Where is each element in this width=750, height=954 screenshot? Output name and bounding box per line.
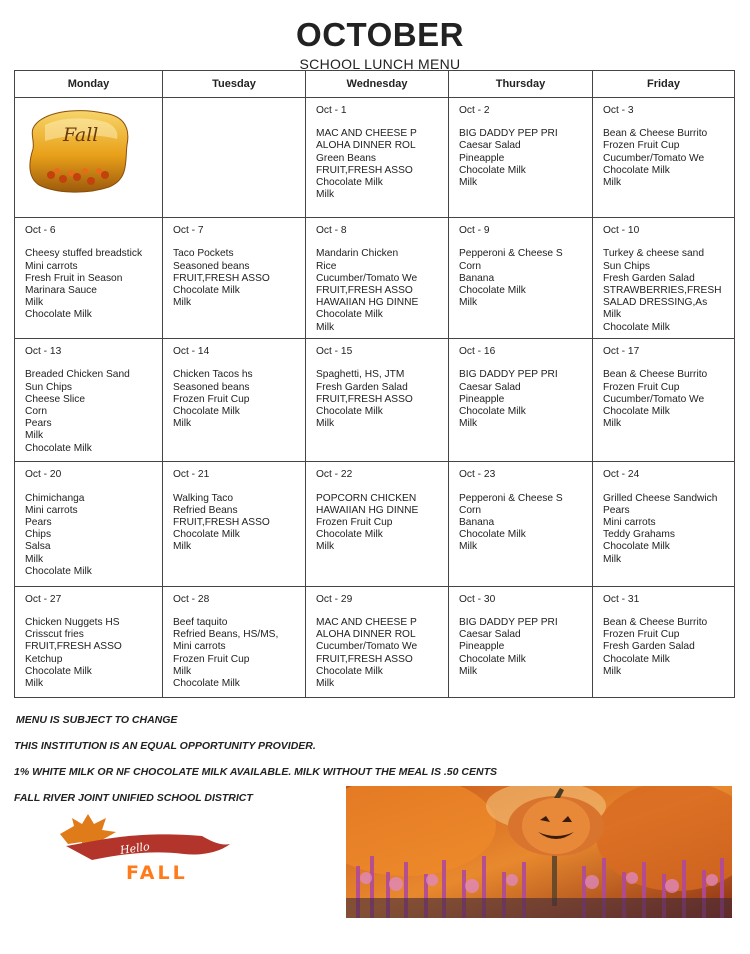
day-cell-tuesday <box>163 339 306 462</box>
menu-item: Mini carrots <box>173 641 226 653</box>
lunch-menu-table <box>14 70 735 698</box>
day-cell-thursday <box>449 339 593 462</box>
menu-item: Green Beans <box>316 152 377 164</box>
menu-item: Milk <box>459 665 478 677</box>
menu-item: Cucumber/Tomato We <box>603 152 705 164</box>
menu-item: Pepperoni & Cheese S <box>459 492 563 504</box>
menu-item: Ketchup <box>25 653 63 665</box>
menu-item: Chocolate Milk <box>25 309 92 321</box>
menu-item: Chocolate Milk <box>173 677 240 689</box>
note-equal-opportunity: THIS INSTITUTION IS AN EQUAL OPPORTUNITY PROVIDER. <box>14 740 316 752</box>
menu-item: Fresh Garden Salad <box>316 381 408 393</box>
menu-item: Banana <box>459 272 495 284</box>
menu-item: Chocolate Milk <box>25 442 92 454</box>
menu-date: Oct - 23 <box>459 469 496 481</box>
fall-sign-icon <box>25 105 137 197</box>
menu-item: Cheese Slice <box>25 393 86 405</box>
day-cell-monday <box>15 586 163 697</box>
menu-item: POPCORN CHICKEN <box>316 492 417 504</box>
menu-item: Milk <box>173 418 192 430</box>
menu-item: Turkey & cheese sand <box>603 248 704 260</box>
menu-date: Oct - 31 <box>603 593 640 605</box>
menu-item: Milk <box>603 309 622 321</box>
menu-item: FRUIT,FRESH ASSO <box>316 285 413 297</box>
week-row <box>15 586 735 697</box>
menu-item: Bean & Cheese Burrito <box>603 616 708 628</box>
pumpkin-photo <box>346 786 732 918</box>
day-cell-friday <box>593 339 735 462</box>
menu-item: Crisscut fries <box>25 629 84 641</box>
day-cell-monday <box>15 98 163 218</box>
menu-item: Milk <box>25 430 44 442</box>
menu-item: MAC AND CHEESE P <box>316 128 417 140</box>
menu-item: Bean & Cheese Burrito <box>603 128 708 140</box>
day-cell-thursday <box>449 586 593 697</box>
menu-item: Fresh Garden Salad <box>603 641 695 653</box>
menu-date: Oct - 13 <box>25 346 62 358</box>
menu-date: Oct - 17 <box>603 346 640 358</box>
menu-item: Chocolate Milk <box>603 164 670 176</box>
menu-date: Oct - 22 <box>316 469 353 481</box>
menu-item: Chips <box>25 529 52 541</box>
menu-item: Bean & Cheese Burrito <box>603 369 708 381</box>
week-row <box>15 98 735 218</box>
day-header-wednesday: Wednesday <box>306 71 449 98</box>
menu-item: Chocolate Milk <box>316 665 383 677</box>
week-row <box>15 218 735 339</box>
day-cell-monday <box>15 218 163 339</box>
menu-date: Oct - 10 <box>603 225 640 237</box>
day-cell-tuesday <box>163 586 306 697</box>
menu-date: Oct - 14 <box>173 346 210 358</box>
day-cell-tuesday <box>163 462 306 586</box>
menu-item: Chocolate Milk <box>459 285 526 297</box>
menu-date: Oct - 1 <box>316 105 347 116</box>
menu-date: Oct - 8 <box>316 225 347 237</box>
menu-item: Milk <box>25 553 44 565</box>
menu-item: Seasoned beans <box>173 260 250 272</box>
menu-item: Milk <box>459 297 478 309</box>
menu-item: Milk <box>459 541 478 553</box>
menu-item: Milk <box>316 677 335 689</box>
menu-item: HAWAIIAN HG DINNE <box>316 504 419 516</box>
menu-item: Milk <box>603 418 622 430</box>
menu-item: Chicken Tacos hs <box>173 369 253 381</box>
menu-item: ALOHA DINNER ROL <box>316 140 416 152</box>
menu-item: Pineapple <box>459 641 505 653</box>
menu-item: Frozen Fruit Cup <box>316 517 393 529</box>
day-cell-wednesday <box>306 98 449 218</box>
menu-item: FRUIT,FRESH ASSO <box>25 641 122 653</box>
menu-item: Milk <box>316 418 335 430</box>
menu-item: Pears <box>25 418 52 430</box>
menu-item: Chocolate Milk <box>25 565 92 577</box>
menu-item: Chocolate Milk <box>603 653 670 665</box>
menu-item: Milk <box>603 665 622 677</box>
menu-item: Frozen Fruit Cup <box>603 629 680 641</box>
menu-date: Oct - 28 <box>173 593 210 605</box>
menu-item: BIG DADDY PEP PRI <box>459 616 558 628</box>
menu-item: Chocolate Milk <box>173 405 240 417</box>
day-cell-wednesday <box>306 339 449 462</box>
menu-item: ALOHA DINNER ROL <box>316 629 416 641</box>
menu-item: Frozen Fruit Cup <box>173 393 250 405</box>
menu-item: Milk <box>173 297 192 309</box>
menu-item: Sun Chips <box>603 260 651 272</box>
menu-item: SALAD DRESSING,As <box>603 297 708 309</box>
menu-item: Marinara Sauce <box>25 285 97 297</box>
menu-date: Oct - 20 <box>25 469 62 481</box>
menu-item: Breaded Chicken Sand <box>25 369 130 381</box>
menu-item: Caesar Salad <box>459 140 521 152</box>
menu-item: FRUIT,FRESH ASSO <box>316 393 413 405</box>
day-cell-thursday <box>449 98 593 218</box>
day-cell-tuesday <box>163 218 306 339</box>
menu-item: Milk <box>459 418 478 430</box>
day-header-thursday: Thursday <box>449 71 593 98</box>
day-header-row <box>15 71 735 98</box>
menu-item: Pears <box>603 504 630 516</box>
page-subtitle: SCHOOL LUNCH MENU <box>299 56 461 72</box>
menu-item: Milk <box>25 677 44 689</box>
menu-item: Mini carrots <box>25 260 78 272</box>
menu-item: Refried Beans, HS/MS, <box>173 629 279 641</box>
day-header-friday: Friday <box>593 71 735 98</box>
menu-item: Chocolate Milk <box>459 405 526 417</box>
menu-item: Chocolate Milk <box>459 164 526 176</box>
menu-date: Oct - 30 <box>459 593 496 605</box>
menu-item: Seasoned beans <box>173 381 250 393</box>
day-cell-friday <box>593 218 735 339</box>
day-header-monday: Monday <box>15 71 163 98</box>
fall-text: FALL <box>126 862 188 884</box>
menu-date: Oct - 9 <box>459 225 490 237</box>
hello-text: Hello <box>119 839 151 858</box>
menu-item: Milk <box>173 665 192 677</box>
menu-item: Chocolate Milk <box>603 405 670 417</box>
menu-item: Milk <box>316 189 335 201</box>
menu-item: Grilled Cheese Sandwich <box>603 492 718 504</box>
menu-item: Fresh Garden Salad <box>603 272 695 284</box>
menu-item: Frozen Fruit Cup <box>603 140 680 152</box>
hello-fall-graphic <box>52 812 242 890</box>
menu-date: Oct - 7 <box>173 225 204 237</box>
day-cell-monday <box>15 462 163 586</box>
menu-item: Chocolate Milk <box>173 529 240 541</box>
week-row <box>15 339 735 462</box>
menu-item: STRAWBERRIES,FRESH <box>603 285 722 297</box>
menu-item: FRUIT,FRESH ASSO <box>316 164 413 176</box>
day-cell-wednesday <box>306 586 449 697</box>
menu-item: Chocolate Milk <box>603 541 670 553</box>
menu-item: Taco Pockets <box>173 248 234 260</box>
menu-date: Oct - 3 <box>603 105 634 116</box>
menu-item: Chimichanga <box>25 492 85 504</box>
day-cell-friday <box>593 98 735 218</box>
menu-item: Mini carrots <box>603 517 656 529</box>
menu-item: Cucumber/Tomato We <box>316 641 418 653</box>
menu-date: Oct - 29 <box>316 593 353 605</box>
menu-item: Salsa <box>25 541 51 553</box>
menu-item: MAC AND CHEESE P <box>316 616 417 628</box>
menu-item: BIG DADDY PEP PRI <box>459 369 558 381</box>
menu-item: Milk <box>316 321 335 333</box>
menu-item: Fresh Fruit in Season <box>25 272 123 284</box>
menu-item: FRUIT,FRESH ASSO <box>173 517 270 529</box>
menu-item: Caesar Salad <box>459 381 521 393</box>
menu-item: Milk <box>603 177 622 189</box>
menu-item: Corn <box>25 405 48 417</box>
menu-item: Milk <box>459 177 478 189</box>
menu-item: Chocolate Milk <box>459 653 526 665</box>
note-district: FALL RIVER JOINT UNIFIED SCHOOL DISTRICT <box>14 792 253 804</box>
menu-item: Chocolate Milk <box>459 529 526 541</box>
day-cell-wednesday <box>306 462 449 586</box>
menu-item: Pineapple <box>459 393 505 405</box>
menu-date: Oct - 2 <box>459 105 490 116</box>
day-cell-thursday <box>449 218 593 339</box>
menu-date: Oct - 16 <box>459 346 496 358</box>
menu-date: Oct - 27 <box>25 593 62 605</box>
menu-item: Milk <box>173 541 192 553</box>
menu-date: Oct - 6 <box>25 225 56 237</box>
menu-item: Walking Taco <box>173 492 234 504</box>
week-row <box>15 462 735 586</box>
menu-item: BIG DADDY PEP PRI <box>459 128 558 140</box>
menu-item: Chocolate Milk <box>316 177 383 189</box>
day-cell-tuesday <box>163 98 306 218</box>
menu-item: Cucumber/Tomato We <box>316 272 418 284</box>
menu-item: FRUIT,FRESH ASSO <box>173 272 270 284</box>
menu-item: HAWAIIAN HG DINNE <box>316 297 419 309</box>
menu-item: Spaghetti, HS, JTM <box>316 369 405 381</box>
menu-date: Oct - 21 <box>173 469 210 481</box>
menu-item: Chicken Nuggets HS <box>25 616 120 628</box>
menu-item: Milk <box>603 553 622 565</box>
note-subject-to-change: MENU IS SUBJECT TO CHANGE <box>16 714 178 726</box>
menu-item: Rice <box>316 260 337 272</box>
menu-item: Caesar Salad <box>459 629 521 641</box>
menu-item: Refried Beans <box>173 504 238 516</box>
menu-item: Corn <box>459 504 482 516</box>
menu-item: Pepperoni & Cheese S <box>459 248 563 260</box>
menu-item: Banana <box>459 517 495 529</box>
day-header-tuesday: Tuesday <box>163 71 306 98</box>
menu-date: Oct - 15 <box>316 346 353 358</box>
menu-item: Mandarin Chicken <box>316 248 399 260</box>
menu-item: Milk <box>25 297 44 309</box>
menu-item: Teddy Grahams <box>603 529 675 541</box>
menu-date: Oct - 24 <box>603 469 640 481</box>
menu-item: Pears <box>25 517 52 529</box>
menu-item: Milk <box>316 541 335 553</box>
menu-item: Chocolate Milk <box>316 405 383 417</box>
menu-item: Chocolate Milk <box>316 529 383 541</box>
menu-item: Beef taquito <box>173 616 228 628</box>
menu-weeks <box>15 98 735 698</box>
day-cell-friday <box>593 462 735 586</box>
menu-item: Frozen Fruit Cup <box>603 381 680 393</box>
menu-item: Frozen Fruit Cup <box>173 653 250 665</box>
menu-item: Chocolate Milk <box>25 665 92 677</box>
page-title: OCTOBER <box>296 16 464 53</box>
menu-item: FRUIT,FRESH ASSO <box>316 653 413 665</box>
day-cell-monday <box>15 339 163 462</box>
day-cell-wednesday <box>306 218 449 339</box>
menu-item: Chocolate Milk <box>603 321 670 333</box>
fall-sign-text: Fall <box>63 124 99 146</box>
menu-item: Chocolate Milk <box>173 285 240 297</box>
day-cell-friday <box>593 586 735 697</box>
menu-item: Chocolate Milk <box>316 309 383 321</box>
jack-o-lantern-heather-image <box>346 786 732 918</box>
note-milk: 1% WHITE MILK OR NF CHOCOLATE MILK AVAILABLE. MILK WITHOUT THE MEAL IS .50 CENTS <box>14 766 497 778</box>
menu-item: Sun Chips <box>25 381 73 393</box>
menu-item: Cheesy stuffed breadstick <box>25 248 143 260</box>
menu-item: Pineapple <box>459 152 505 164</box>
day-cell-thursday <box>449 462 593 586</box>
menu-item: Cucumber/Tomato We <box>603 393 705 405</box>
menu-item: Corn <box>459 260 482 272</box>
menu-item: Mini carrots <box>25 504 78 516</box>
